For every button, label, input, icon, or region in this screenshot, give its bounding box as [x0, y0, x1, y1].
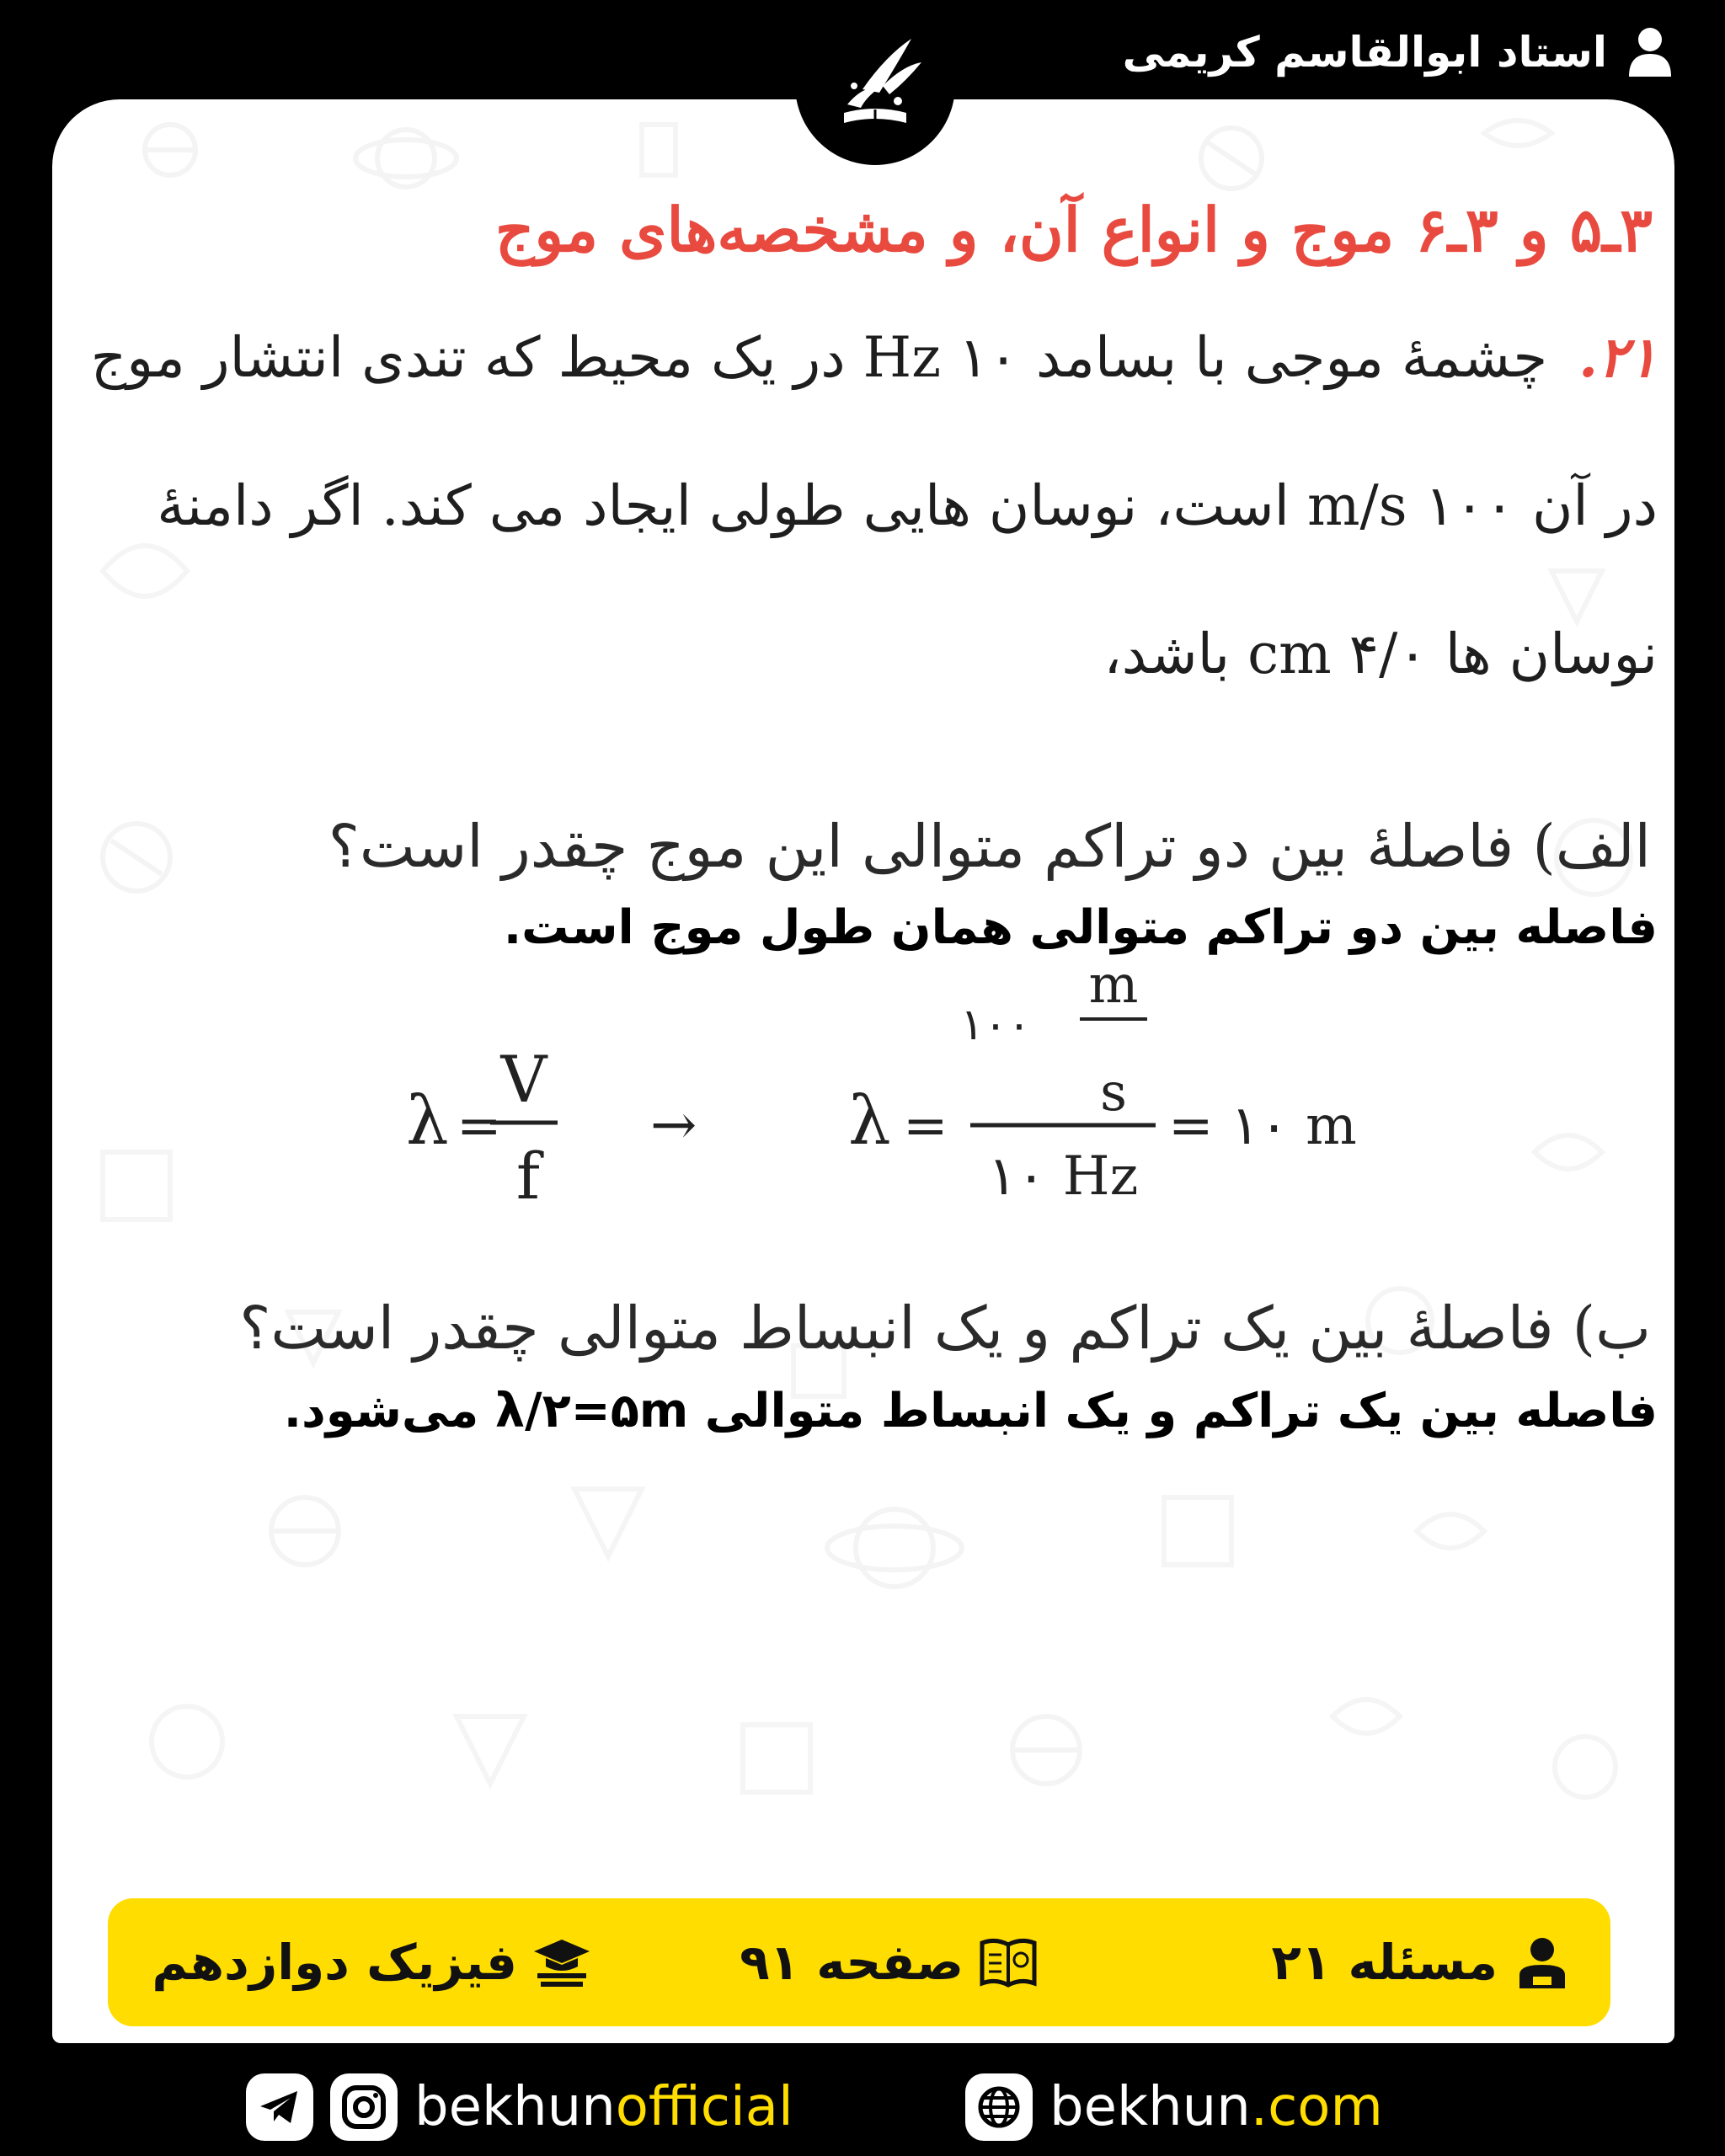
logo [795, 5, 955, 165]
formula-lambda-2: λ [848, 1081, 891, 1160]
social-handle[interactable] [246, 2073, 793, 2141]
footer-book-label: فیزیک دوازدهم [152, 1934, 517, 1991]
student-icon [1513, 1935, 1572, 1990]
globe-icon[interactable] [965, 2073, 1033, 2141]
formula-eq-1: = [457, 1095, 502, 1157]
question-a: الف) فاصلهٔ بین دو تراکم متوالی این موج چقدر است؟ [328, 812, 1651, 881]
formula-denominator: ۱۰ Hz [987, 1145, 1139, 1208]
formula-lambda-1: λ [406, 1081, 449, 1160]
footer-page [740, 1898, 1038, 2026]
problem-number: ۲۱. [1578, 324, 1658, 390]
user-icon [1626, 26, 1674, 78]
problem-statement [66, 283, 1658, 728]
website-text: bekhun.com [1049, 2076, 1383, 2138]
author-header [1123, 19, 1674, 86]
problem-text: چشمهٔ موجی با بسامد Hz ۱۰ در یک محیط که تندی انتشار موج در آن m/s ۱۰۰ است، نوسان هایی طولی ایجاد می کند. اگر دامنهٔ نوسان ها cm ۴/۰ باشد، [90, 325, 1658, 686]
social-handle-text: bekhunofficial [414, 2076, 793, 2138]
formula-arrow: → [650, 1092, 697, 1157]
answer-a: فاصله بین دو تراکم متوالی همان طول موج است. [503, 900, 1658, 955]
open-book-icon [979, 1935, 1038, 1990]
question-b: ب) فاصلهٔ بین یک تراکم و یک انبساط متوالی چقدر است؟ [239, 1294, 1651, 1363]
book-logo-icon [795, 5, 955, 165]
website-link[interactable] [965, 2073, 1383, 2141]
wavelength-formula [389, 942, 1400, 1304]
graduation-cap-icon [532, 1935, 591, 1990]
footer-page-label: صفحه ۹۱ [740, 1934, 964, 1991]
footer-problem-label: مسئله ۲۱ [1271, 1934, 1498, 1991]
footer-problem [1272, 1898, 1572, 2026]
footer-info-bar [108, 1898, 1610, 2026]
footer-book [152, 1898, 591, 2026]
answer-b: فاصله بین یک تراکم و یک انبساط متوالی λ/۲=۵m می‌شود. [283, 1384, 1658, 1438]
formula-eq-2: = [903, 1095, 948, 1157]
formula-numerator-value: ۱۰۰ [960, 1000, 1031, 1050]
formula-result: = ۱۰ m [1168, 1095, 1357, 1157]
instagram-icon[interactable] [330, 2073, 398, 2141]
formula-m-unit: m [1088, 953, 1139, 1015]
telegram-icon[interactable] [246, 2073, 313, 2141]
formula-v: V [500, 1042, 547, 1117]
formula-s-unit: s [1100, 1061, 1127, 1123]
content-card [52, 99, 1674, 2043]
author-name: استاد ابوالقاسم کریمی [1122, 28, 1607, 77]
section-title: ۳ـ۵ و ۳ـ۶ موج و انواع آن، و مشخصه‌های موج [494, 194, 1653, 265]
formula-f: f [515, 1139, 541, 1214]
